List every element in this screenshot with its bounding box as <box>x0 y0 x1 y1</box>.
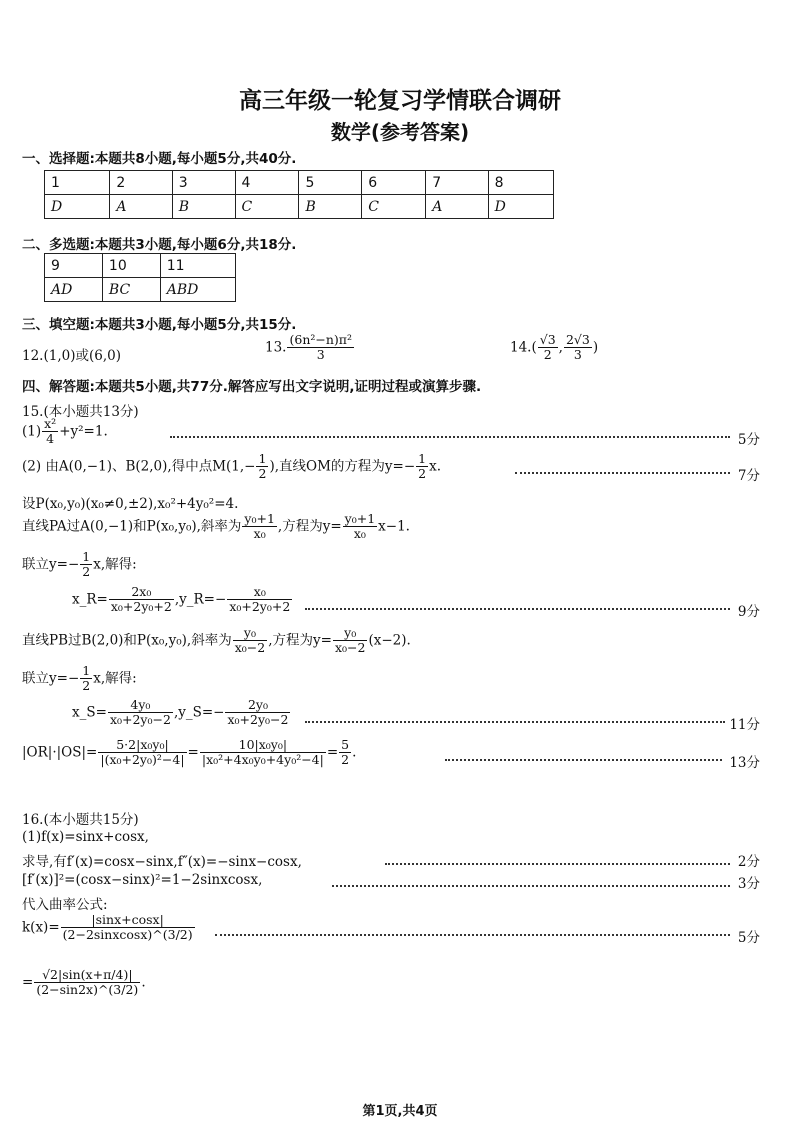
q13-numerator: (6n²−n)π² <box>289 332 353 347</box>
q15-xr-denominator: x₀+2y₀+2 <box>110 599 172 615</box>
q14-a-denominator: 2 <box>543 347 552 363</box>
q15-pa-slope-denominator: x₀ <box>253 526 266 542</box>
q15-part1-rest: +y²=1. <box>59 423 108 440</box>
q15-ys-denominator: x₀+2y₀−2 <box>227 712 289 728</box>
q15-product-numerator-1: 5·2|x₀y₀| <box>98 738 186 753</box>
q15-part2 <box>22 452 441 482</box>
q15-product-denominator-1: |(x₀+2y₀)²−4| <box>100 752 185 768</box>
q15-xs-ys <box>72 698 291 728</box>
q15-part2-fraction-b <box>416 452 428 482</box>
q15-part1 <box>22 417 108 447</box>
q15-combine-r-text-a: 联立y=− <box>22 556 80 573</box>
score-5: 5分 <box>737 432 760 448</box>
table-cell: 2 <box>110 171 172 195</box>
q16-simplified-denominator: (2−sin2x)^(3/2) <box>36 982 139 998</box>
q15-set-p: 设P(x₀,y₀)(x₀≠0,±2),x₀²+4y₀²=4. <box>22 496 239 512</box>
q16-simplified-end: . <box>141 974 146 991</box>
q15-product-label: |OR|·|OS|= <box>22 744 98 761</box>
q15-product-equals-2: = <box>326 744 339 761</box>
table-cell: 5 <box>299 171 362 195</box>
q14-fraction-a <box>538 333 558 363</box>
q14-b-numerator: 2√3 <box>565 332 590 347</box>
q15-part2-text-b: ),直线OM的方程为y=− <box>269 458 416 475</box>
q16-derivative: 求导,有f′(x)=cosx−sinx,f″(x)=−sinx−cosx, <box>22 854 302 870</box>
table-cell: 6 <box>362 171 426 195</box>
table-row <box>45 254 236 278</box>
q16-curvature <box>22 913 196 943</box>
q15-part2-text-c: x. <box>429 458 441 475</box>
q15-yr-numerator: x₀ <box>227 585 292 600</box>
q16-curvature-denominator: (2−2sinxcosx)^(3/2) <box>62 927 193 943</box>
q15-pa-slope-numerator: y₀+1 <box>244 511 275 526</box>
q14-label: 14.( <box>510 339 537 356</box>
q16-curvature-label: k(x)= <box>22 919 60 936</box>
q15-combine-r-fraction <box>80 550 92 580</box>
table-cell: B <box>299 195 362 219</box>
table-cell: C <box>235 195 299 219</box>
table-cell: A <box>110 195 172 219</box>
q15-pb-eq-denominator: x₀−2 <box>334 640 366 656</box>
q15-combine-r <box>22 550 137 580</box>
q16-curvature-numerator: |sinx+cosx| <box>61 913 195 928</box>
q15-product-fraction-2 <box>200 738 326 768</box>
leader-dots <box>305 608 730 610</box>
q15-title: 15.(本小题共13分) <box>22 404 139 420</box>
q13-denominator: 3 <box>316 347 325 363</box>
table-cell: 1 <box>45 171 110 195</box>
q15-product-denominator-3: 2 <box>341 752 350 768</box>
table-cell: A <box>426 195 488 219</box>
score-9: 9分 <box>737 604 760 620</box>
q15-yr-label: ,y_R=− <box>174 591 227 608</box>
q16-simplified-fraction <box>34 968 140 998</box>
table-cell: 7 <box>426 171 488 195</box>
q14-fraction-b <box>564 333 592 363</box>
score-5b: 5分 <box>737 930 760 946</box>
leader-dots <box>215 934 730 936</box>
q15-product-numerator-3: 5 <box>341 737 350 752</box>
q15-xs-label: x_S= <box>72 704 107 721</box>
q15-yr-fraction <box>227 585 292 615</box>
q15-part2-denominator-b: 2 <box>418 466 427 482</box>
answer-q13 <box>265 333 355 363</box>
q15-combine-s-text-b: x,解得: <box>93 670 137 687</box>
q15-pa-text-b: ,方程为y= <box>277 518 342 535</box>
q15-xr-numerator: 2x₀ <box>109 585 174 600</box>
q15-pb-slope <box>233 626 268 656</box>
q15-xr-label: x_R= <box>72 591 108 608</box>
q15-product-end: . <box>352 744 357 761</box>
leader-dots <box>170 436 730 438</box>
table-row <box>45 195 554 219</box>
q15-part1-label: (1) <box>22 423 42 440</box>
q15-pa-eq-numerator: y₀+1 <box>344 511 376 526</box>
q15-pb-text-b: ,方程为y= <box>268 632 332 649</box>
q16-fx: (1)f(x)=sinx+cosx, <box>22 829 149 845</box>
q16-square: [f′(x)]²=(cosx−sinx)²=1−2sinxcosx, <box>22 872 263 888</box>
q16-simplified-equals: = <box>22 974 34 991</box>
table-row <box>45 171 554 195</box>
q15-pb-text-a: 直线PB过B(2,0)和P(x₀,y₀),斜率为 <box>22 632 232 649</box>
q15-part2-numerator-b: 1 <box>418 451 427 466</box>
multi-answer-table <box>44 253 236 302</box>
table-cell: 3 <box>172 171 235 195</box>
page-footer: 第1页,共4页 <box>362 1104 438 1119</box>
q15-product-equals-1: = <box>187 744 199 761</box>
q15-pa-eq-denominator: x₀ <box>353 526 366 542</box>
q15-xs-denominator: x₀+2y₀−2 <box>109 712 171 728</box>
mc-answer-table <box>44 170 554 219</box>
q15-xs-numerator: 4y₀ <box>108 698 173 713</box>
q15-pb-slope-numerator: y₀ <box>233 626 268 641</box>
q16-title: 16.(本小题共15分) <box>22 812 139 828</box>
q15-combine-r-text-b: x,解得: <box>93 556 137 573</box>
q15-product-fraction-1 <box>98 738 186 768</box>
leader-dots <box>385 863 730 865</box>
q15-product-fraction-3 <box>339 738 351 768</box>
score-13: 13分 <box>729 755 760 771</box>
score-2: 2分 <box>737 854 760 870</box>
section2-heading: 二、多选题:本题共3小题,每小题6分,共18分. <box>22 237 297 253</box>
q15-xr-fraction <box>109 585 174 615</box>
q14-b-denominator: 3 <box>573 347 582 363</box>
table-cell: 4 <box>235 171 299 195</box>
q15-pa-text-c: x−1. <box>378 518 410 535</box>
q14-separator: , <box>558 339 563 356</box>
table-cell: 10 <box>102 254 160 278</box>
q16-curvature-fraction <box>61 913 195 943</box>
page-title: 高三年级一轮复习学情联合调研 <box>239 88 561 114</box>
q15-product-denominator-2: |x₀²+4x₀y₀+4y₀²−4| <box>201 752 324 768</box>
table-cell: C <box>362 195 426 219</box>
q15-pb-eq-numerator: y₀ <box>333 626 368 641</box>
q15-combine-s-fraction <box>80 664 92 694</box>
q15-product-numerator-2: 10|x₀y₀| <box>200 738 326 753</box>
answer-q12: 12.(1,0)或(6,0) <box>22 348 121 364</box>
section1-heading: 一、选择题:本题共8小题,每小题5分,共40分. <box>22 151 297 167</box>
q15-pa-equation-fraction <box>343 512 378 542</box>
q15-combine-s-denominator: 2 <box>82 678 91 694</box>
q15-pa-text-a: 直线PA过A(0,−1)和P(x₀,y₀),斜率为 <box>22 518 242 535</box>
q15-part1-fraction <box>42 417 58 447</box>
q15-combine-r-denominator: 2 <box>82 564 91 580</box>
q15-line-pa <box>22 512 410 542</box>
table-cell: BC <box>102 278 160 302</box>
q16-substitute: 代入曲率公式: <box>22 897 108 913</box>
q13-label: 13. <box>265 339 287 356</box>
q15-part2-numerator-a: 1 <box>258 451 267 466</box>
section3-heading: 三、填空题:本题共3小题,每小题5分,共15分. <box>22 317 297 333</box>
q15-part2-fraction-a <box>256 452 268 482</box>
q15-xr-yr <box>72 585 293 615</box>
page-subtitle: 数学(参考答案) <box>330 120 470 144</box>
q15-part2-text-a: (2) 由A(0,−1)、B(2,0),得中点M(1,− <box>22 458 256 475</box>
q15-xs-fraction <box>108 698 173 728</box>
score-7: 7分 <box>737 468 760 484</box>
q15-part1-numerator: x² <box>44 416 57 431</box>
table-cell: D <box>488 195 553 219</box>
table-cell: D <box>45 195 110 219</box>
leader-dots <box>515 472 730 474</box>
table-cell: AD <box>45 278 103 302</box>
section4-heading: 四、解答题:本题共5小题,共77分.解答应写出文字说明,证明过程或演算步骤. <box>22 379 482 395</box>
leader-dots <box>305 721 725 723</box>
leader-dots <box>445 759 722 761</box>
q15-yr-denominator: x₀+2y₀+2 <box>229 599 291 615</box>
q15-combine-s-text-a: 联立y=− <box>22 670 80 687</box>
score-11: 11分 <box>729 717 760 733</box>
q15-ys-fraction <box>225 698 290 728</box>
score-3: 3分 <box>737 876 760 892</box>
q15-part2-denominator-a: 2 <box>258 466 267 482</box>
table-cell: 9 <box>45 254 103 278</box>
q15-pb-equation-fraction <box>333 626 368 656</box>
q15-part1-denominator: 4 <box>46 431 55 447</box>
q15-line-pb <box>22 626 411 656</box>
table-cell: 8 <box>488 171 553 195</box>
table-row <box>45 278 236 302</box>
q16-simplified <box>22 968 146 998</box>
q15-combine-r-numerator: 1 <box>82 549 91 564</box>
q15-combine-s <box>22 664 137 694</box>
q14-a-numerator: √3 <box>539 332 556 347</box>
q15-ys-label: ,y_S=− <box>173 704 225 721</box>
q16-simplified-numerator: √2|sin(x+π/4)| <box>34 968 140 983</box>
q15-product <box>22 738 356 768</box>
table-cell: ABD <box>160 278 235 302</box>
q15-ys-numerator: 2y₀ <box>225 698 290 713</box>
leader-dots <box>332 885 730 887</box>
q14-close: ) <box>592 339 599 356</box>
table-cell: B <box>172 195 235 219</box>
q15-pa-slope <box>242 512 277 542</box>
q15-combine-s-numerator: 1 <box>82 663 91 678</box>
q15-pb-slope-denominator: x₀−2 <box>234 640 266 656</box>
q15-pb-text-c: (x−2). <box>368 632 411 649</box>
answer-q14 <box>510 333 598 363</box>
q13-fraction <box>287 333 354 363</box>
table-cell: 11 <box>160 254 235 278</box>
